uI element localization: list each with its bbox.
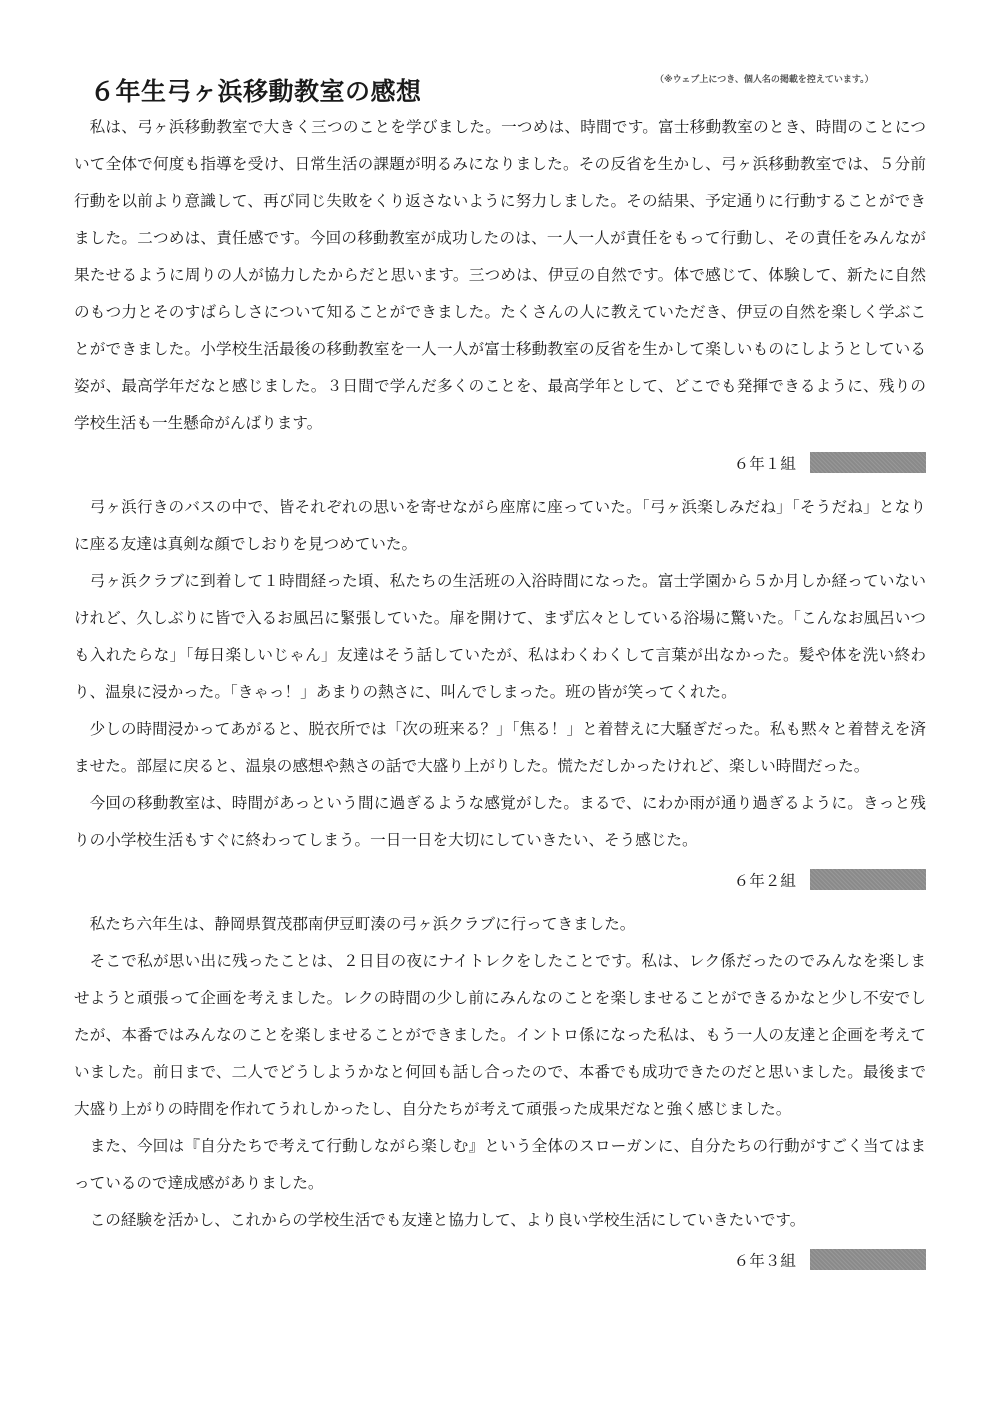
essay-paragraph: また、今回は『自分たちで考えて行動しながら楽しむ』という全体のスローガンに、自分たちの行動がすごく当てはまっているので達成感がありました。 — [74, 1137, 926, 1192]
document-title: ６年生弓ヶ浜移動教室の感想 — [90, 77, 422, 106]
essay-paragraph: 弓ヶ浜クラブに到着して１時間経った頃、私たちの生活班の入浴時間になった。富士学園から５か月しか経っていないけれど、久しぶりに皆で入るお風呂に緊張していた。扉を開けて、まず広々としている浴場に驚いた。「こんなお風呂いつも入れたらな」「毎日楽しいじゃん」友達はそう話していたが、私はわくわくして言葉が出なかった。髪や体を洗い終わり、温泉に浸かった。「きゃっ！」あまりの熱さに、叫んでしまった。班の皆が笑ってくれた。 — [74, 572, 926, 701]
redacted-name-block — [810, 452, 926, 473]
essay-class-3 — [74, 906, 926, 1278]
essay-list — [74, 109, 926, 1286]
privacy-notice: （※ウェブ上につき、個人名の掲載を控えています。） — [655, 75, 874, 85]
class-label: ６年３組 — [733, 1251, 796, 1270]
essay-paragraph: 弓ヶ浜行きのバスの中で、皆それぞれの思いを寄せながら座席に座っていた。「弓ヶ浜楽しみだね」「そうだね」となりに座る友達は真剣な顔でしおりを見つめていた。 — [74, 498, 926, 553]
essay-paragraph: 少しの時間浸かってあがると、脱衣所では「次の班来る？」「焦る！」と着替えに大騒ぎだった。私も黙々と着替えを済ませた。部屋に戻ると、温泉の感想や熱さの話で大盛り上がりした。慌ただしかったけれど、楽しい時間だった。 — [74, 720, 926, 775]
essay-paragraph: 私は、弓ヶ浜移動教室で大きく三つのことを学びました。一つめは、時間です。富士移動教室のとき、時間のことについて全体で何度も指導を受け、日常生活の課題が明るみになりました。その反省を生かし、弓ヶ浜移動教室では、５分前行動を以前より意識して、再び同じ失敗をくり返さないように努力しました。その結果、予定通りに行動することができました。二つめは、責任感です。今回の移動教室が成功したのは、一人一人が責任をもって行動し、その責任をみんなが果たせるように周りの人が協力したからだと思います。三つめは、伊豆の自然です。体で感じて、体験して、新たに自然のもつ力とそのすばらしさについて知ることができました。たくさんの人に教えていただき、伊豆の自然を楽しく学ぶことができました。小学校生活最後の移動教室を一人一人が富士移動教室の反省を生かして楽しいものにしようとしている姿が、最高学年だなと感じました。３日間で学んだ多くのことを、最高学年として、どこでも発揮できるように、残りの学校生活も一生懸命がんばります。 — [74, 118, 926, 432]
essay-paragraph: そこで私が思い出に残ったことは、２日目の夜にナイトレクをしたことです。私は、レク係だったのでみんなを楽しませようと頑張って企画を考えました。レクの時間の少し前にみんなのことを楽しませることができるかなと少し不安でしたが、本番ではみんなのことを楽しませることができました。イントロ係になった私は、もう一人の友達と企画を考えていました。前日まで、二人でどうしようかなと何回も話し合ったので、本番でも成功できたのだと思いました。最後まで大盛り上がりの時間を作れてうれしかったし、自分たちが考えて頑張った成果だなと強く感じました。 — [74, 952, 926, 1118]
essay-paragraph: 私たち六年生は、静岡県賀茂郡南伊豆町湊の弓ヶ浜クラブに行ってきました。 — [89, 915, 636, 933]
signature-line — [74, 444, 926, 481]
signature-line — [74, 861, 926, 898]
redacted-name-block — [810, 1249, 926, 1270]
essay-paragraph: 今回の移動教室は、時間があっという間に過ぎるような感覚がした。まるで、にわか雨が通り過ぎるように。きっと残りの小学校生活もすぐに終わってしまう。一日一日を大切にしていきたい、そう感じた。 — [74, 794, 926, 849]
redacted-name-block — [810, 869, 926, 890]
class-label: ６年１組 — [733, 454, 796, 473]
signature-line — [74, 1241, 926, 1278]
essay-paragraph: この経験を活かし、これからの学校生活でも友達と協力して、より良い学校生活にしていきたいです。 — [89, 1211, 806, 1229]
class-label: ６年２組 — [733, 871, 796, 890]
essay-class-2 — [74, 489, 926, 898]
essay-class-1 — [74, 109, 926, 481]
